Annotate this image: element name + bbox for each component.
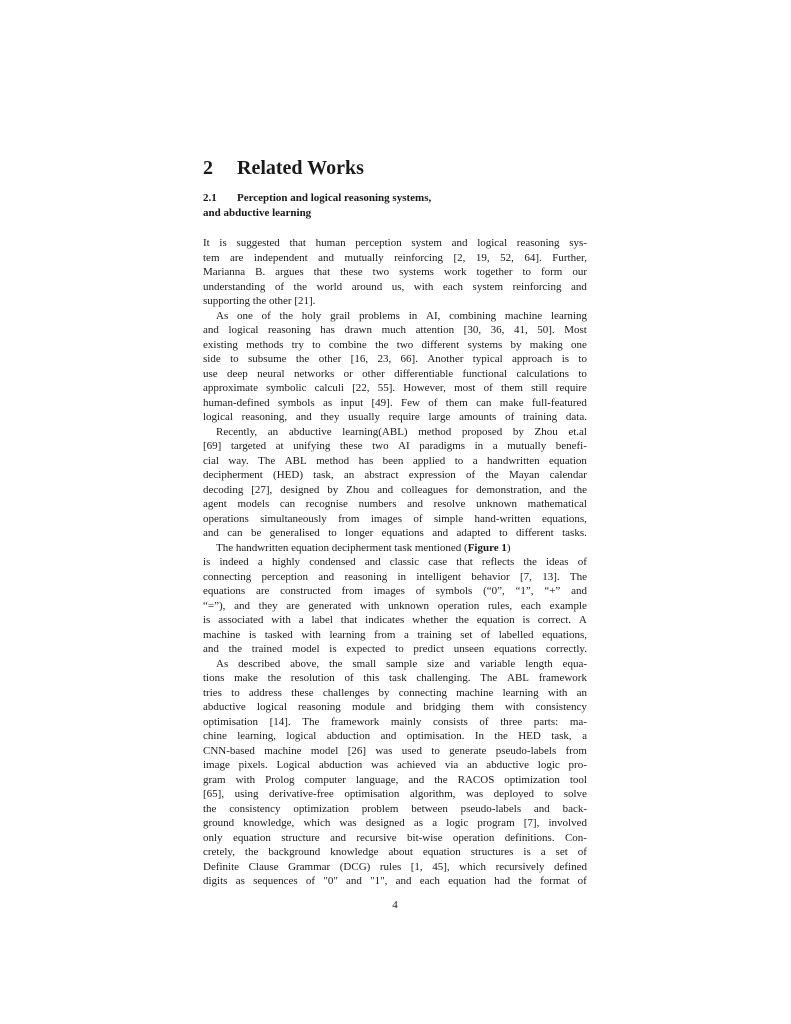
text-line: use deep neural networks or other differentiable functional calculations to	[203, 367, 587, 380]
text-line: Recently, an abductive learning(ABL) method proposed by Zhou et.al	[216, 425, 587, 438]
text-line: only equation structure and recursive bit-wise operation definitions. Con-	[203, 831, 587, 844]
text-line: decoding [27], designed by Zhou and colleagues for demonstration, and the	[203, 483, 587, 496]
text-line: image pixels. Logical abduction was achieved via an abductive logic pro-	[203, 759, 587, 771]
paragraph	[203, 425, 587, 541]
paragraph	[203, 657, 587, 889]
text-line: ground knowledge, which was designed as a logic program [7], involved	[203, 817, 587, 829]
text-line: existing methods try to combine the two different systems by making one	[203, 338, 587, 351]
text-line: tem are independent and mutually reinforcing [2, 19, 52, 64]. Further,	[203, 251, 587, 264]
text-line: tions make the resolution of this task challenging. The ABL framework	[203, 672, 587, 684]
text-line: digits as sequences of "0" and "1", and each equation had the format of	[203, 875, 587, 887]
text-line: It is suggested that human perception system and logical reasoning sys-	[203, 237, 587, 249]
text-line: cretely, the background knowledge about equation structures is a set of	[203, 846, 587, 858]
text-line: [65], using derivative-free optimisation algorithm, was deployed to solve	[203, 788, 587, 800]
text-line: abductive logical reasoning module and bridging them with consistency	[203, 701, 587, 713]
text-line: agent models can recognise numbers and resolve unknown mathematical	[203, 498, 587, 510]
text-line: and the trained model is expected to predict unseen equations correctly.	[203, 643, 587, 655]
subsection-title-line	[203, 206, 587, 221]
text-line: [69] targeted at unifying these two AI paradigms in a mutually benefi-	[203, 440, 587, 452]
text-line: understanding of the world around us, with each system reinforcing and	[203, 280, 587, 293]
text-line: supporting the other [21].	[203, 295, 316, 307]
text-line: and logical reasoning has drawn much attention [30, 36, 41, 50]. Most	[203, 324, 587, 336]
text-line: As described above, the small sample size and variable length equa-	[216, 657, 587, 670]
paragraph	[203, 236, 587, 309]
subsection-title-part2: and abductive learning	[203, 206, 312, 219]
text-line: side to subsume the other [16, 23, 66]. Another typical approach is to	[203, 353, 587, 365]
subsection-heading	[203, 191, 587, 220]
text-line: machine is tasked with learning from a training set of labelled equations,	[203, 628, 587, 641]
text-line: tries to address these challenges by connecting machine learning with an	[203, 686, 587, 699]
text-line: equations are constructed from images of symbols (“0”, “1”, “+” and	[203, 585, 587, 597]
paper-page	[203, 0, 587, 1024]
text-line: and can be generalised to longer equations and adapted to different tasks.	[203, 527, 587, 539]
subsection-number: 2.1	[203, 192, 217, 204]
section-number: 2	[203, 157, 213, 179]
text-line: chine learning, logical abduction and optimisation. In the HED task, a	[203, 730, 587, 742]
paragraph	[203, 309, 587, 425]
text-fragment: The handwritten equation decipherment task mentioned (	[216, 541, 468, 554]
text-line: Marianna B. argues that these two systems work together to form our	[203, 266, 587, 278]
text-line: cial way. The ABL method has been applied to a handwritten equation	[203, 454, 587, 467]
text-line: optimisation [14]. The framework mainly consists of three parts: ma-	[203, 715, 587, 728]
text-fragment: )	[506, 541, 511, 554]
text-line: CNN-based machine model [26] was used to generate pseudo-labels from	[203, 744, 587, 757]
text-line: As one of the holy grail problems in AI, combining machine learning	[216, 309, 587, 322]
text-line: Definite Clause Grammar (DCG) rules [1, 45], which recursively defined	[203, 860, 587, 873]
subsection-title-line	[203, 191, 587, 206]
figure-reference[interactable]: Figure 1	[467, 541, 507, 554]
text-line: “=”), and they are generated with unknown operation rules, each example	[203, 599, 587, 612]
text-line: is associated with a label that indicates whether the equation is correct. A	[203, 614, 587, 626]
page-number: 4	[392, 899, 398, 911]
text-line: gram with Prolog computer language, and the RACOS optimization tool	[203, 773, 587, 786]
text-line: logical reasoning, and they usually require large amounts of training data.	[203, 411, 587, 423]
text-line: is indeed a highly condensed and classic case that reflects the ideas of	[203, 556, 587, 568]
body-text	[203, 236, 587, 889]
text-line: the consistency optimization problem between pseudo-labels and back-	[203, 802, 587, 815]
text-line: decipherment (HED) task, an abstract expression of the Mayan calendar	[203, 469, 587, 481]
paragraph	[203, 541, 587, 657]
subsection-title-part1: Perception and logical reasoning systems,	[237, 192, 432, 204]
section-heading	[203, 156, 587, 180]
text-line: approximate symbolic calculi [22, 55]. However, most of them still require	[203, 382, 587, 394]
text-line: operations simultaneously from images of simple hand-written equations,	[203, 512, 587, 525]
text-line	[203, 541, 587, 556]
text-line: human-defined symbols as input [49]. Few of them can make full-featured	[203, 396, 587, 409]
section-title: Related Works	[237, 157, 364, 179]
text-line: connecting perception and reasoning in intelligent behavior [7, 13]. The	[203, 570, 587, 583]
